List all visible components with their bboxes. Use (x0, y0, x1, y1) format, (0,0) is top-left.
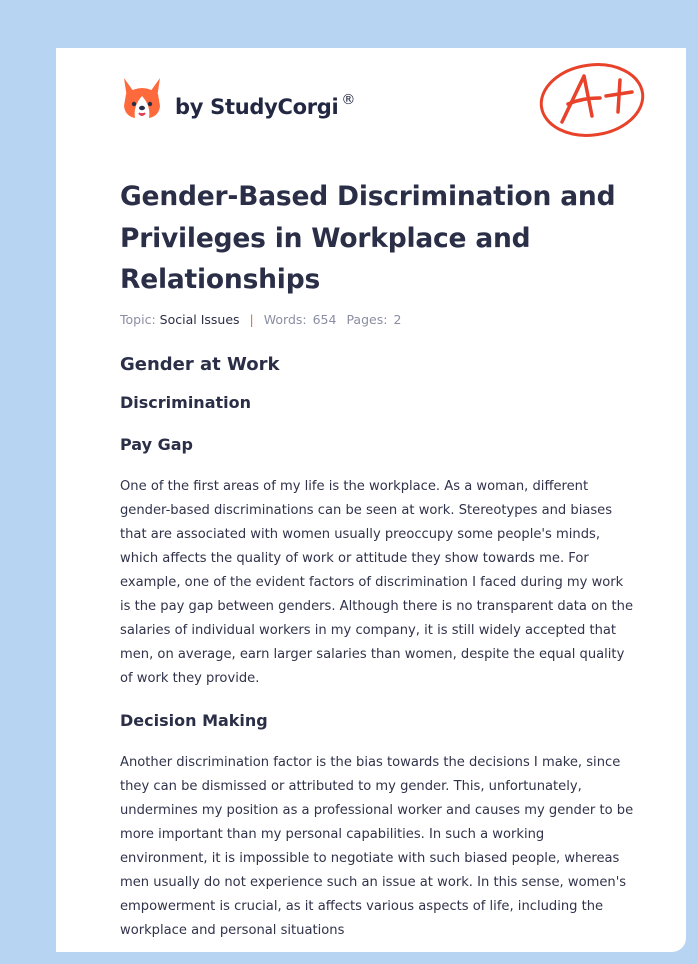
paragraph-decision-making: Another discrimination factor is the bias towards the decisions I make, since they can be dismissed or attributed to my gender. This, unfortunately, undermines my position as a professional worker and causes my gender to be more important than my personal capabilities. In such a working environment, it is impossible to negotiate with such biased people, whereas men usually do not experience such an issue at work. In this sense, women's empowerment is crucial, as it affects various aspects of life, including the workplace and personal situations (120, 755, 634, 938)
pages-value: 2 (393, 312, 402, 327)
words-label: Words: (263, 312, 307, 327)
registered-mark: ® (341, 92, 356, 108)
topic-label: Topic: (120, 312, 156, 327)
page-title: Gender-Based Discrimination and Privileges in Workplace and Relationships (120, 181, 616, 295)
meta-separator: | (249, 312, 254, 327)
a-plus-grade-icon (538, 58, 650, 140)
document-meta (120, 312, 401, 327)
pages-label: Pages: (346, 312, 388, 327)
topic-link[interactable]: Social Issues (159, 312, 240, 327)
document-card (56, 48, 686, 952)
subsection-heading-pay-gap: Pay Gap (120, 435, 193, 454)
brand-name[interactable]: by StudyCorgi ® (175, 92, 356, 119)
section-heading-gender-at-work: Gender at Work (120, 354, 280, 375)
words-value: 654 (312, 312, 337, 327)
corgi-logo-icon (121, 76, 163, 122)
subsection-heading-decision-making: Decision Making (120, 711, 268, 730)
subsection-heading-discrimination: Discrimination (120, 393, 252, 412)
paragraph-pay-gap: One of the first areas of my life is the workplace. As a woman, different gender-based discriminations can be seen at work. Stereotypes and biases that are associated with women usually preoccupy some people's minds, which affects the quality of work or attitude they show towards me. For example, one of the evident factors of discrimination I faced during my work is the pay gap between genders. Although there is no transparent data on the salaries of individual workers in my company, it is still widely accepted that men, on average, earn larger salaries than women, despite the equal quality of work they provide. (120, 479, 634, 686)
